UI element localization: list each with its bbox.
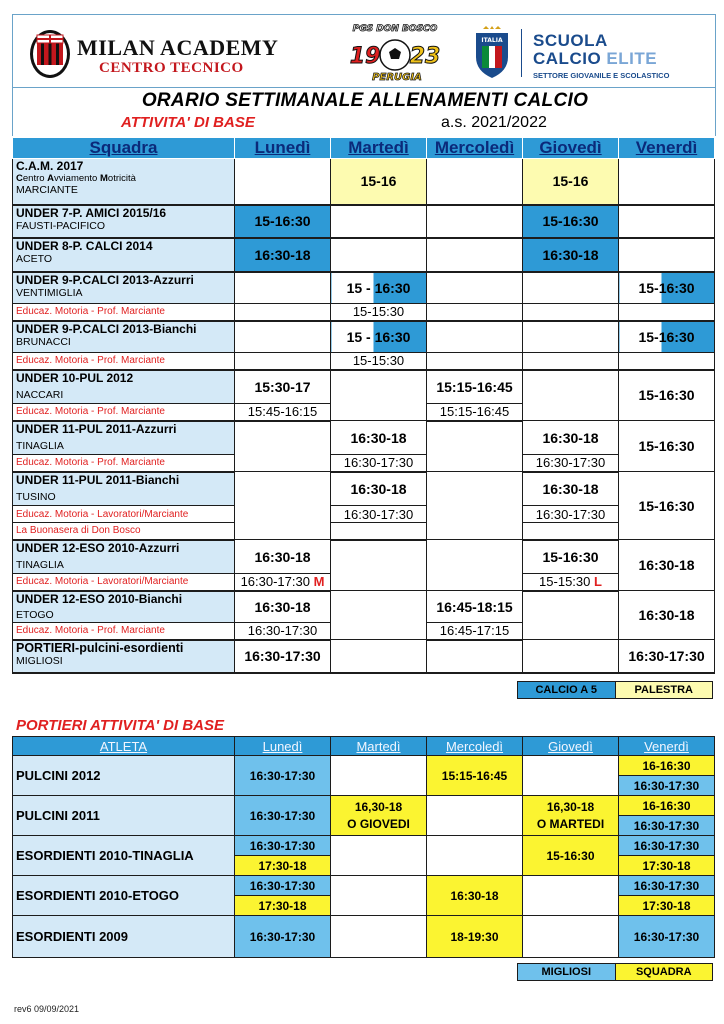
cell-mar: [331, 205, 427, 238]
cell-lun: [235, 321, 331, 353]
gk-cell-gio: [523, 876, 619, 916]
cell-ven: 15-16:30: [619, 321, 715, 353]
cell-ven: [619, 238, 715, 272]
gk-col-header-martedi: Martedì: [331, 737, 427, 756]
cell-gio: [523, 321, 619, 353]
gk-cell-mer: 18-19:30: [427, 916, 523, 958]
milan-academy-title: MILAN ACADEMY: [77, 35, 279, 60]
table-row-edu: [13, 304, 715, 321]
cell-mar: 15 - 16:30: [331, 321, 427, 353]
edu-mer: [427, 304, 523, 321]
revision-label: rev6 09/09/2021: [14, 1004, 80, 1014]
edu-label: Educaz. Motoria - Prof. Marciante: [13, 623, 235, 640]
table-row: [13, 421, 715, 455]
edu-label: Educaz. Motoria - Lavoratori/Marciante: [13, 506, 235, 523]
season-label: a.s. 2021/2022: [441, 114, 547, 131]
table-row-edu: [13, 506, 715, 523]
scuola-calcio-line2: CALCIO ELITE: [533, 49, 658, 68]
cell-ven: 15-16:30: [619, 421, 715, 472]
table-row: [13, 472, 715, 506]
table-row: [13, 238, 715, 272]
col-header-lunedi: Lunedì: [235, 138, 331, 159]
gk-col-header-giovedi: Giovedì: [523, 737, 619, 756]
team-cell-portieri: PORTIERI-pulcini-esordienti MIGLIOSI: [13, 640, 235, 673]
table-row: [13, 370, 715, 404]
gk-cell-lun: 16:30-17:30: [235, 756, 331, 796]
edu-label: Educaz. Motoria - Prof. Marciante: [13, 304, 235, 321]
col-header-venerdi: Venerdì: [619, 138, 715, 159]
gk-cell-lun: 16:30-17:30: [235, 916, 331, 958]
cell-gio: [523, 272, 619, 304]
cell-mer: [427, 421, 523, 472]
legend-squadra: SQUADRA: [615, 964, 713, 981]
cell-mar: [331, 640, 427, 673]
cell-mar: [331, 591, 427, 640]
gk-cell-lun-2: 17:30-18: [235, 856, 331, 876]
cell-gio: [523, 370, 619, 421]
edu-label: Educaz. Motoria - Prof. Marciante: [13, 353, 235, 370]
edu-mar: 16:30-17:30: [331, 455, 427, 472]
gk-col-header-mercoledi: Mercoledì: [427, 737, 523, 756]
cell-mar: [331, 238, 427, 272]
page-header: [12, 14, 716, 88]
edu-label: Educaz. Motoria - Prof. Marciante: [13, 455, 235, 472]
cell-mar: 15 - 16:30: [331, 272, 427, 304]
gk-cell-mar: 16,30-18 O GIOVEDI: [331, 796, 427, 836]
cell-mer: [427, 540, 523, 591]
cell-gio: 16:30-18: [523, 472, 619, 506]
cell-mer: 15:15-16:45: [427, 370, 523, 404]
gk-cell-ven-2: 16:30-17:30: [619, 816, 715, 836]
pgs-logo-top-text: PGS DON BOSCO: [352, 24, 438, 34]
gk-cell-lun-1: 16:30-17:30: [235, 836, 331, 856]
table-row: [13, 159, 715, 205]
athlete-esordienti-2010-etogo: ESORDIENTI 2010-ETOGO: [13, 876, 235, 916]
cell-ven: 16:30-17:30: [619, 640, 715, 673]
schedule-header-row: [13, 138, 715, 159]
edu-label: Educaz. Motoria - Prof. Marciante: [13, 404, 235, 421]
legend-calcio-a-5: CALCIO A 5: [518, 682, 616, 699]
col-header-squadra: Squadra: [13, 138, 235, 159]
team-cell-cam: C.A.M. 2017 Centro Avviamento Motricità MARCIANTE: [13, 159, 235, 205]
section-title-portieri: PORTIERI ATTIVITA' DI BASE: [16, 717, 225, 734]
color-legend-1: [517, 681, 713, 699]
cell-mer: [427, 205, 523, 238]
cell-lun: 16:30-18: [235, 591, 331, 623]
logo-divider: [521, 29, 522, 77]
edu-gio: 16:30-17:30: [523, 455, 619, 472]
pgs-logo-year-left: 19: [349, 44, 381, 69]
table-row: [13, 876, 715, 896]
team-cell-u8: UNDER 8-P. CALCI 2014 ACETO: [13, 238, 235, 272]
milan-crest-logo: [29, 29, 71, 79]
team-cell-u9-bianchi: UNDER 9-P.CALCI 2013-Bianchi BRUNACCI: [13, 321, 235, 353]
gk-cell-ven-1: 16-16:30: [619, 796, 715, 816]
cell-lun: [235, 159, 331, 205]
cell-lun: 16:30-18: [235, 238, 331, 272]
gk-col-header-atleta: ATLETA: [13, 737, 235, 756]
gk-cell-mar: [331, 756, 427, 796]
gk-cell-lun-1: 16:30-17:30: [235, 876, 331, 896]
gk-col-header-lunedi: Lunedì: [235, 737, 331, 756]
gk-cell-gio: [523, 756, 619, 796]
cell-lun: [235, 421, 331, 472]
cell-mer: [427, 321, 523, 353]
pgs-logo-year-right: 23: [409, 44, 441, 69]
edu-lun: [235, 353, 331, 370]
gk-header-row: [13, 737, 715, 756]
edu-mar: 16:30-17:30: [331, 506, 427, 523]
goalkeeper-schedule-table: [12, 736, 715, 958]
gk-cell-ven: 16:30-17:30: [619, 916, 715, 958]
athlete-pulcini-2012: PULCINI 2012: [13, 756, 235, 796]
gk-cell-mar: [331, 876, 427, 916]
cell-ven: 16:30-18: [619, 591, 715, 640]
edu-lun: 16:30-17:30 M: [235, 574, 331, 591]
table-row-buonasera: [13, 523, 715, 540]
col-header-mercoledi: Mercoledì: [427, 138, 523, 159]
cell-ven: [619, 159, 715, 205]
cell-gio: [523, 640, 619, 673]
edu-ven: [619, 353, 715, 370]
gk-cell-ven-2: 16:30-17:30: [619, 776, 715, 796]
cell-gio: 15-16: [523, 159, 619, 205]
table-row: [13, 540, 715, 574]
pgs-logo-bottom-text: PERUGIA: [372, 72, 422, 83]
athlete-esordienti-2010-tinaglia: ESORDIENTI 2010-TINAGLIA: [13, 836, 235, 876]
centro-tecnico-subtitle: CENTRO TECNICO: [99, 60, 244, 76]
team-cell-u10: UNDER 10-PUL 2012 NACCARI: [13, 370, 235, 404]
cell-ven: 15-16:30: [619, 370, 715, 421]
cell-ven: 15-16:30: [619, 272, 715, 304]
gk-cell-gio: 15-16:30: [523, 836, 619, 876]
team-cell-u9-azzurri: UNDER 9-P.CALCI 2013-Azzurri VENTIMIGLIA: [13, 272, 235, 304]
cell-mer: 16:45-18:15: [427, 591, 523, 623]
gk-cell-mar: [331, 836, 427, 876]
gk-cell-ven-2: 17:30-18: [619, 856, 715, 876]
page-title: ORARIO SETTIMANALE ALLENAMENTI CALCIO: [141, 90, 589, 111]
weekly-schedule-table: [12, 137, 715, 674]
cell-mer: [427, 238, 523, 272]
table-row: [13, 796, 715, 816]
edu-gio: [523, 353, 619, 370]
edu-gio: 15-15:30 L: [523, 574, 619, 591]
edu-lun: 15:45-16:15: [235, 404, 331, 421]
edu-gio: 16:30-17:30: [523, 506, 619, 523]
legend-palestra: PALESTRA: [615, 682, 713, 699]
athlete-esordienti-2009: ESORDIENTI 2009: [13, 916, 235, 958]
pgs-don-bosco-logo: [343, 19, 447, 83]
italia-label: ITALIA: [481, 37, 503, 44]
cell-lun: 16:30-18: [235, 540, 331, 574]
cell-lun: [235, 272, 331, 304]
figc-italia-shield-logo: [473, 25, 511, 79]
table-row: [13, 640, 715, 673]
cell-lun: [235, 472, 331, 540]
gk-cell-ven-1: 16:30-17:30: [619, 836, 715, 856]
edu-lun: 16:30-17:30: [235, 623, 331, 640]
gk-cell-gio: [523, 916, 619, 958]
col-header-giovedi: Giovedì: [523, 138, 619, 159]
cell-gio: [523, 591, 619, 640]
table-row: [13, 916, 715, 958]
table-row: [13, 756, 715, 776]
cell-mar: 16:30-18: [331, 472, 427, 506]
athlete-pulcini-2011: PULCINI 2011: [13, 796, 235, 836]
gk-cell-mer: [427, 796, 523, 836]
gk-cell-lun-2: 17:30-18: [235, 896, 331, 916]
gk-cell-ven-2: 17:30-18: [619, 896, 715, 916]
cell-mar: 16:30-18: [331, 421, 427, 455]
cell-mar: [331, 540, 427, 591]
team-cell-u12-bianchi: UNDER 12-ESO 2010-Bianchi ETOGO: [13, 591, 235, 623]
team-cell-u11-azzurri: UNDER 11-PUL 2011-Azzurri TINAGLIA: [13, 421, 235, 455]
table-row: [13, 836, 715, 856]
section-title-attivita-base: ATTIVITA' DI BASE: [121, 114, 255, 131]
cell-mer: [427, 272, 523, 304]
edu-gio: [523, 523, 619, 540]
title-block: [12, 88, 716, 136]
cell-lun: 15-16:30: [235, 205, 331, 238]
cell-lun: 15:30-17: [235, 370, 331, 404]
team-cell-u11-bianchi: UNDER 11-PUL 2011-Bianchi TUSINO: [13, 472, 235, 506]
team-cell-u7: UNDER 7-P. AMICI 2015/16 FAUSTI-PACIFICO: [13, 205, 235, 238]
cell-mer: [427, 640, 523, 673]
cell-mer: [427, 472, 523, 540]
edu-label: Educaz. Motoria - Lavoratori/Marciante: [13, 574, 235, 591]
cell-ven: 16:30-18: [619, 540, 715, 591]
edu-mar: 15-15:30: [331, 304, 427, 321]
cell-gio: 16:30-18: [523, 421, 619, 455]
cell-gio: 15-16:30: [523, 205, 619, 238]
cell-mar: 15-16: [331, 159, 427, 205]
gk-col-header-venerdi: Venerdì: [619, 737, 715, 756]
gk-cell-ven-1: 16-16:30: [619, 756, 715, 776]
buonasera-label: La Buonasera di Don Bosco: [13, 523, 235, 540]
cell-ven: 15-16:30: [619, 472, 715, 540]
cell-lun: 16:30-17:30: [235, 640, 331, 673]
edu-lun: [235, 304, 331, 321]
scuola-calcio-line1: SCUOLA: [533, 31, 608, 50]
cell-ven: [619, 205, 715, 238]
edu-mar: [331, 523, 427, 540]
edu-mar: 15-15:30: [331, 353, 427, 370]
edu-mer: [427, 353, 523, 370]
gk-cell-mer: 16:30-18: [427, 876, 523, 916]
gk-cell-gio: 16,30-18 O MARTEDI: [523, 796, 619, 836]
gk-cell-ven-1: 16:30-17:30: [619, 876, 715, 896]
table-row-edu: [13, 353, 715, 370]
table-row: [13, 321, 715, 353]
legend-migliosi: MIGLIOSI: [518, 964, 616, 981]
gk-cell-mer: [427, 836, 523, 876]
col-header-martedi: Martedì: [331, 138, 427, 159]
cell-mer: [427, 159, 523, 205]
settore-giovanile-label: SETTORE GIOVANILE E SCOLASTICO: [533, 71, 670, 80]
table-row: [13, 591, 715, 623]
cell-gio: 16:30-18: [523, 238, 619, 272]
edu-mer: 15:15-16:45: [427, 404, 523, 421]
cell-mar: [331, 370, 427, 421]
color-legend-2: [517, 963, 713, 981]
table-row-edu: [13, 455, 715, 472]
gk-cell-lun: 16:30-17:30: [235, 796, 331, 836]
cell-gio: 15-16:30: [523, 540, 619, 574]
gk-cell-mer: 15:15-16:45: [427, 756, 523, 796]
table-row: [13, 205, 715, 238]
edu-gio: [523, 304, 619, 321]
team-cell-u12-azzurri: UNDER 12-ESO 2010-Azzurri TINAGLIA: [13, 540, 235, 574]
edu-ven: [619, 304, 715, 321]
table-row: [13, 272, 715, 304]
edu-mer: 16:45-17:15: [427, 623, 523, 640]
gk-cell-mar: [331, 916, 427, 958]
